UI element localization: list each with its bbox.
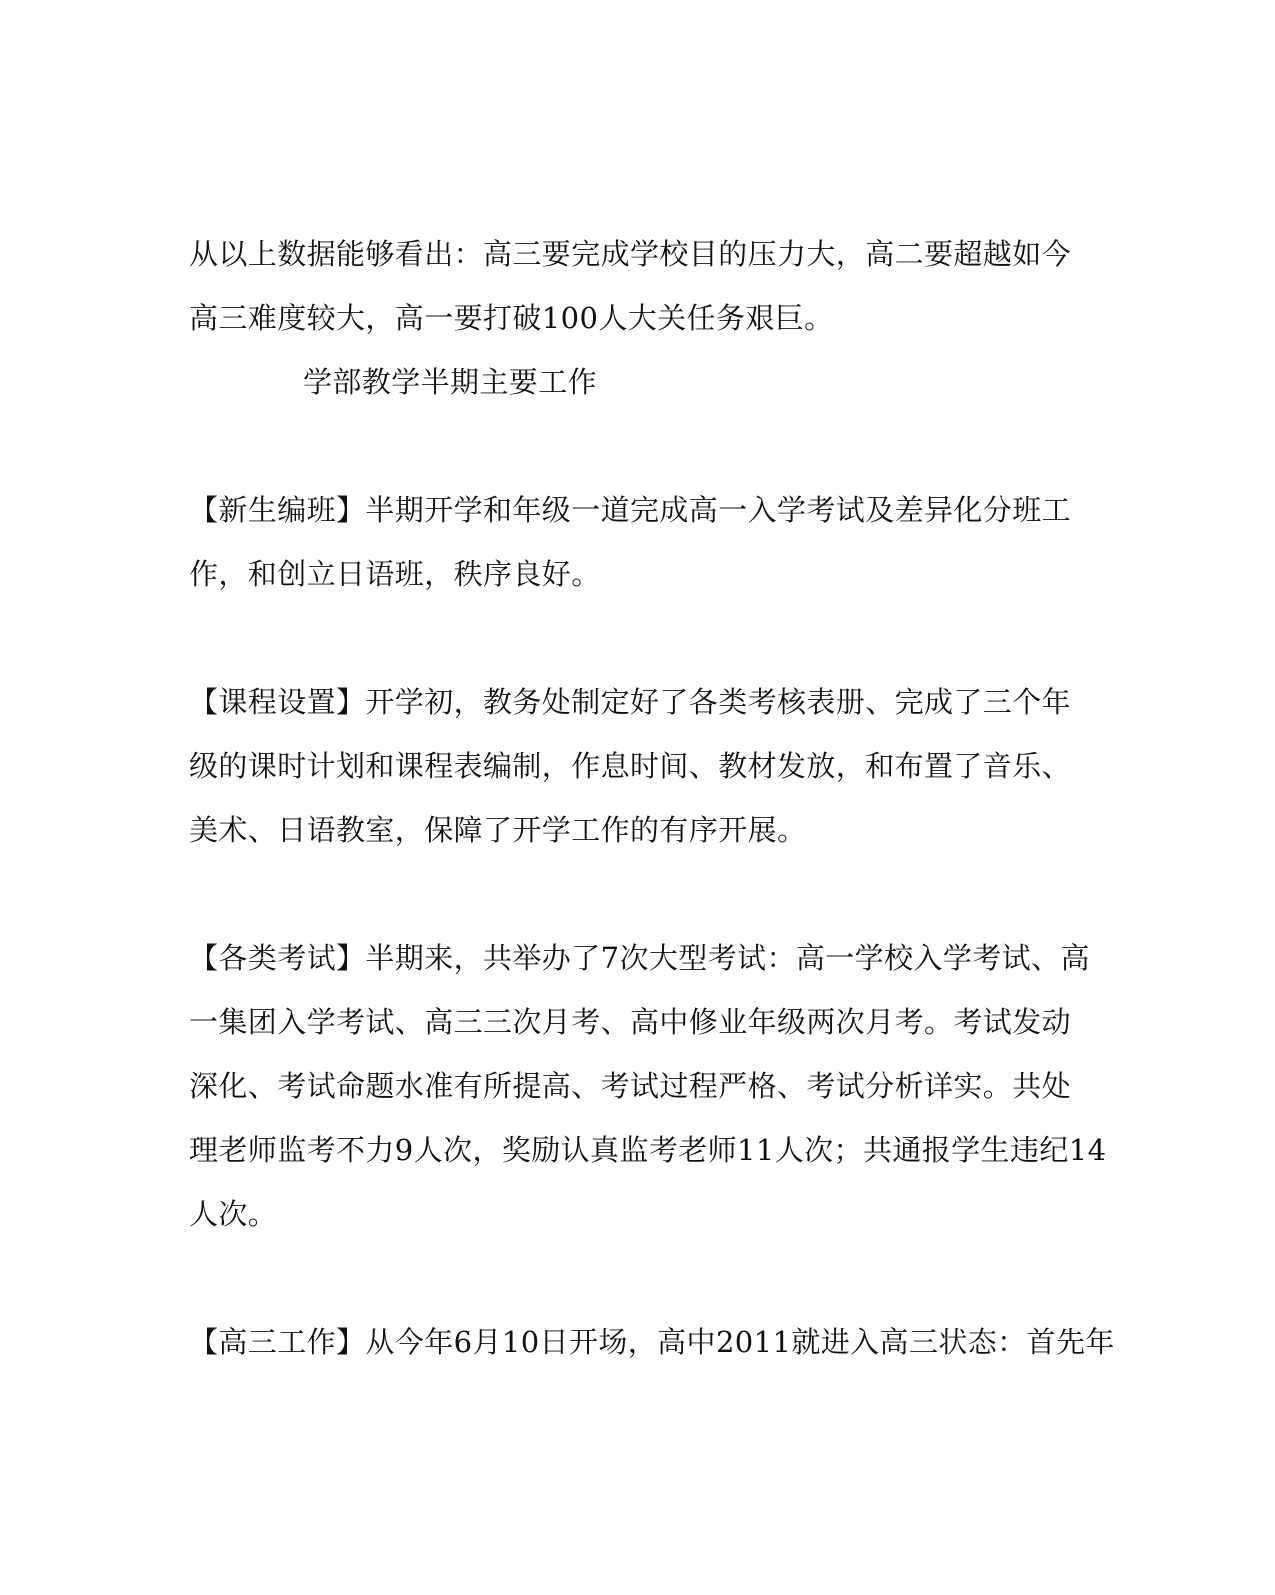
paragraph-new-class-line-2: 作，和创立日语班，秩序良好。 xyxy=(189,557,601,591)
paragraph-exams-line-5: 人次。 xyxy=(189,1197,278,1231)
paragraph-course-line-2: 级的课时计划和课程表编制，作息时间、教材发放，和布置了音乐、 xyxy=(189,749,1072,783)
intro-line-1: 从以上数据能够看出：高三要完成学校目的压力大，高二要超越如今 xyxy=(189,237,1072,271)
paragraph-exams-line-4: 理老师监考不力9人次，奖励认真监考老师11人次；共通报学生违纪14 xyxy=(189,1133,1107,1167)
paragraph-course-line-3: 美术、日语教室，保障了开学工作的有序开展。 xyxy=(189,813,807,847)
paragraph-exams-line-1: 【各类考试】半期来，共举办了7次大型考试：高一学校入学考试、高 xyxy=(189,941,1090,975)
intro-line-2: 高三难度较大，高一要打破100人大关任务艰巨。 xyxy=(189,301,834,335)
paragraph-exams-line-2: 一集团入学考试、高三三次月考、高中修业年级两次月考。考试发动 xyxy=(189,1005,1072,1039)
paragraph-exams-line-3: 深化、考试命题水准有所提高、考试过程严格、考试分析详实。共处 xyxy=(189,1069,1072,1103)
paragraph-senior-line-1: 【高三工作】从今年6月10日开场，高中2011就进入高三状态：首先年 xyxy=(189,1325,1115,1359)
section-heading: 学部教学半期主要工作 xyxy=(303,365,598,399)
paragraph-new-class-line-1: 【新生编班】半期开学和年级一道完成高一入学考试及差异化分班工 xyxy=(189,493,1072,527)
paragraph-course-line-1: 【课程设置】开学初，教务处制定好了各类考核表册、完成了三个年 xyxy=(189,685,1072,719)
